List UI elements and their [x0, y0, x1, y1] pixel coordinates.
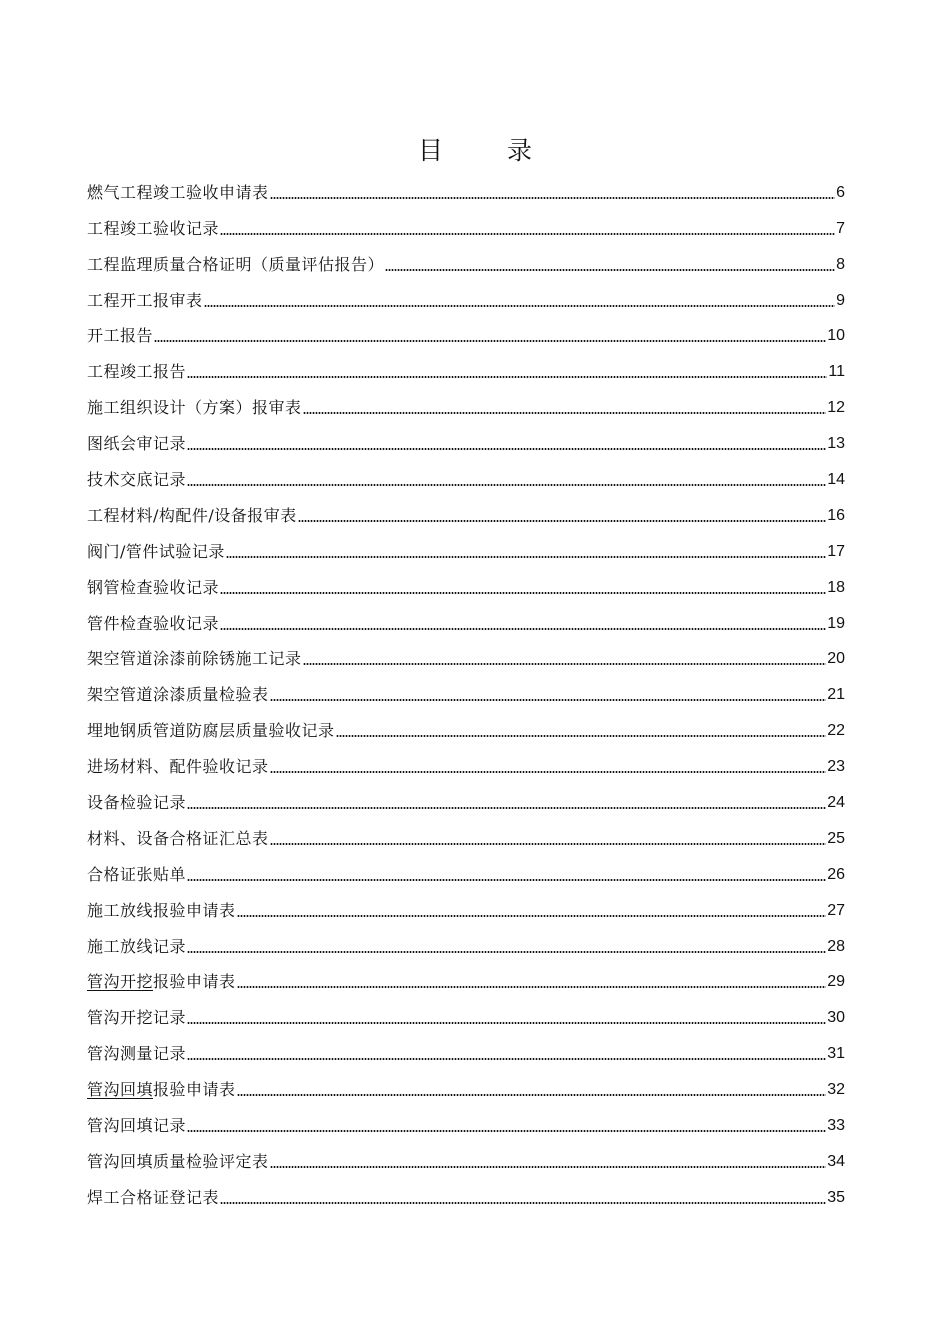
toc-entry[interactable]	[87, 204, 845, 240]
toc-entry[interactable]	[87, 1137, 845, 1173]
dot-leader	[154, 340, 826, 342]
toc-entry[interactable]	[87, 850, 845, 886]
toc-entry[interactable]	[87, 706, 845, 742]
toc-entry[interactable]	[87, 886, 845, 922]
toc-entry[interactable]	[87, 527, 845, 563]
toc-entry-title: 设备检验记录	[87, 793, 187, 813]
toc-entry[interactable]	[87, 312, 845, 348]
toc-entry[interactable]	[87, 276, 845, 312]
dot-leader	[204, 305, 836, 307]
toc-entry-title: 管沟测量记录	[87, 1044, 187, 1064]
dot-leader	[385, 269, 835, 271]
dot-leader	[237, 986, 827, 988]
toc-entry-title: 工程材料/构配件/设备报审表	[87, 505, 297, 525]
toc-entry-page-number: 6	[836, 183, 845, 201]
dot-leader	[303, 663, 827, 665]
toc-entry[interactable]	[87, 742, 845, 778]
toc-entry[interactable]	[87, 814, 845, 850]
dot-leader	[187, 448, 826, 450]
dot-leader	[298, 520, 826, 522]
toc-entry-title: 工程竣工报告	[87, 362, 187, 382]
toc-entry[interactable]	[87, 670, 845, 706]
toc-entry[interactable]	[87, 563, 845, 599]
toc-entry-title: 施工组织设计（方案）报审表	[87, 398, 302, 418]
toc-entry-page-number: 31	[827, 1045, 845, 1063]
toc-entry-page-number: 32	[827, 1081, 845, 1099]
toc-entry-page-number: 23	[827, 758, 845, 776]
dot-leader	[187, 951, 826, 953]
dot-leader	[187, 376, 827, 378]
toc-entry-title: 钢管检查验收记录	[87, 577, 220, 597]
toc-entry-page-number: 29	[827, 973, 845, 991]
toc-entry[interactable]	[87, 1065, 845, 1101]
toc-entry-title: 进场材料、配件验收记录	[87, 757, 269, 777]
toc-entry-title: 工程竣工验收记录	[87, 218, 220, 238]
toc-entry-title-underlined: 管沟回填	[87, 1080, 154, 1100]
toc-entry-title: 图纸会审记录	[87, 434, 187, 454]
dot-leader	[220, 233, 835, 235]
toc-entry-page-number: 11	[828, 363, 845, 381]
toc-entry-page-number: 16	[827, 506, 845, 524]
dot-leader	[187, 484, 826, 486]
toc-entry-page-number: 17	[827, 542, 845, 560]
toc-entry[interactable]	[87, 419, 845, 455]
toc-entry-page-number: 27	[827, 901, 845, 919]
toc-entry[interactable]	[87, 778, 845, 814]
toc-entry-page-number: 20	[827, 650, 845, 668]
dot-leader	[220, 592, 826, 594]
toc-entry-page-number: 14	[827, 471, 845, 489]
toc-entry-title: 工程监理质量合格证明（质量评估报告）	[87, 254, 385, 274]
toc-entry[interactable]	[87, 599, 845, 635]
dot-leader	[303, 412, 827, 414]
toc-entry-title: 埋地钢质管道防腐层质量验收记录	[87, 721, 335, 741]
dot-leader	[187, 879, 826, 881]
toc-entry-page-number: 18	[827, 578, 845, 596]
dot-leader	[270, 843, 827, 845]
dot-leader	[270, 771, 827, 773]
toc-entry-title: 施工放线报验申请表	[87, 900, 236, 920]
toc-entry[interactable]	[87, 240, 845, 276]
toc-entry-title: 燃气工程竣工验收申请表	[87, 182, 269, 202]
toc-list	[87, 168, 845, 1209]
toc-entry-title: 管沟回填记录	[87, 1116, 187, 1136]
toc-entry-title: 架空管道涂漆质量检验表	[87, 685, 269, 705]
toc-entry-title: 合格证张贴单	[87, 864, 187, 884]
toc-entry-page-number: 25	[827, 829, 845, 847]
toc-entry[interactable]	[87, 168, 845, 204]
toc-entry-title: 开工报告	[87, 326, 154, 346]
dot-leader	[187, 1022, 826, 1024]
toc-entry-page-number: 7	[836, 219, 845, 237]
toc-entry-title	[87, 1079, 236, 1101]
toc-entry-page-number: 24	[827, 794, 845, 812]
toc-entry-page-number: 13	[827, 435, 845, 453]
toc-entry-title: 工程开工报审表	[87, 290, 203, 310]
toc-entry-title: 材料、设备合格证汇总表	[87, 828, 269, 848]
toc-entry-page-number: 28	[827, 937, 845, 955]
dot-leader	[270, 1166, 827, 1168]
toc-entry-page-number: 26	[827, 865, 845, 883]
toc-entry[interactable]	[87, 455, 845, 491]
toc-entry-title: 架空管道涂漆前除锈施工记录	[87, 649, 302, 669]
toc-entry-title-underlined: 管沟开挖	[87, 972, 154, 992]
toc-entry-title-rest: 报验申请表	[153, 1080, 236, 1100]
toc-entry-page-number: 22	[827, 722, 845, 740]
toc-entry-page-number: 30	[827, 1009, 845, 1027]
toc-entry-page-number: 9	[836, 291, 845, 309]
toc-entry-title: 施工放线记录	[87, 936, 187, 956]
toc-entry-title: 管沟回填质量检验评定表	[87, 1151, 269, 1171]
toc-entry[interactable]	[87, 993, 845, 1029]
toc-entry-title: 焊工合格证登记表	[87, 1187, 220, 1207]
toc-entry-page-number: 33	[827, 1117, 845, 1135]
dot-leader	[336, 735, 827, 737]
toc-entry-page-number: 34	[827, 1152, 845, 1170]
toc-entry-title: 阀门/管件试验记录	[87, 541, 225, 561]
toc-entry-title: 管件检查验收记录	[87, 613, 220, 633]
toc-entry-title-rest: 报验申请表	[153, 972, 236, 992]
toc-entry-page-number: 19	[827, 614, 845, 632]
toc-entry-page-number: 12	[827, 399, 845, 417]
toc-entry[interactable]	[87, 491, 845, 527]
toc-entry-page-number: 10	[827, 327, 845, 345]
dot-leader	[187, 1058, 826, 1060]
toc-entry-title	[87, 971, 236, 993]
toc-entry[interactable]	[87, 383, 845, 419]
toc-entry[interactable]	[87, 635, 845, 671]
dot-leader	[187, 1130, 826, 1132]
dot-leader	[237, 1094, 827, 1096]
toc-entry[interactable]	[87, 922, 845, 958]
dot-leader	[270, 197, 836, 199]
dot-leader	[187, 807, 826, 809]
toc-entry[interactable]	[87, 958, 845, 994]
dot-leader	[270, 699, 827, 701]
toc-entry-page-number: 8	[836, 255, 845, 273]
dot-leader	[226, 556, 826, 558]
toc-entry[interactable]	[87, 1173, 845, 1209]
toc-entry-title: 技术交底记录	[87, 470, 187, 490]
toc-entry[interactable]	[87, 1101, 845, 1137]
toc-entry-page-number: 35	[827, 1188, 845, 1206]
page-title: 目 录	[418, 136, 560, 165]
toc-entry-title: 管沟开挖记录	[87, 1008, 187, 1028]
dot-leader	[220, 628, 826, 630]
toc-entry[interactable]	[87, 347, 845, 383]
toc-entry-page-number: 21	[827, 686, 845, 704]
toc-entry[interactable]	[87, 1029, 845, 1065]
dot-leader	[220, 1202, 826, 1204]
dot-leader	[237, 915, 827, 917]
